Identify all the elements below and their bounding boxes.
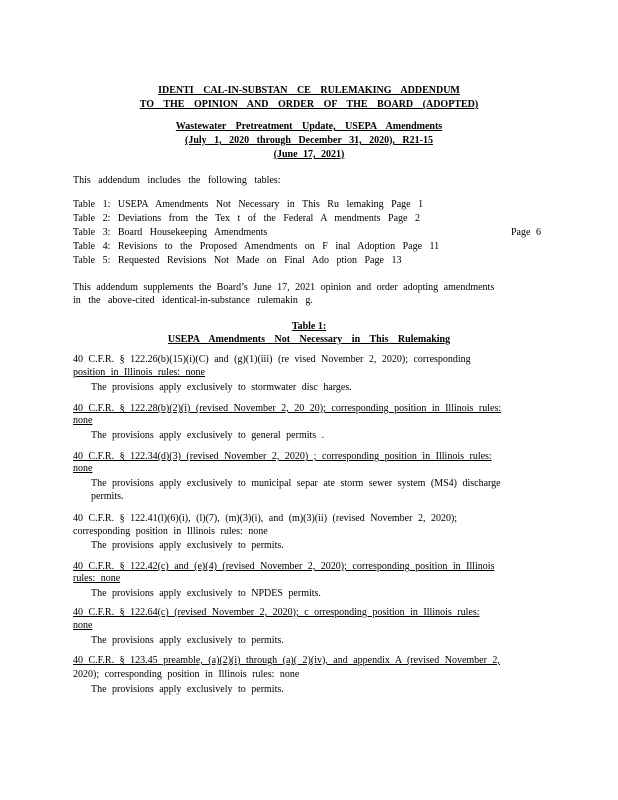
entry-3-desc-line-1: The provisions apply exclusively to municipal separ ate storm sewer system (MS4) discharge bbox=[91, 478, 501, 489]
entry-4-desc: The provisions apply exclusively to permits. bbox=[91, 540, 284, 551]
toc-item-3-page: Page 6 bbox=[511, 227, 541, 238]
entry-5-head-line-1: 40 C.F.R. § 122.42(c) and (e)(4) (revised November 2, 2020); corresponding position in Illinois bbox=[73, 561, 495, 572]
entry-1-head-line-2: position in Illinois rules: none bbox=[73, 367, 205, 378]
toc-item-3: Table 3: Board Housekeeping Amendments bbox=[73, 227, 268, 238]
toc-item-4: Table 4: Revisions to the Proposed Amendments on F inal Adoption Page 11 bbox=[73, 241, 440, 252]
entry-6-head-line-2: none bbox=[73, 620, 93, 631]
entry-6-head-line-1: 40 C.F.R. § 122.64(c) (revised November 2, 2020); c orresponding position in Illinois rules: bbox=[73, 607, 480, 618]
subtitle-line-1: Wastewater Pretreatment Update, USEPA Amendments bbox=[175, 121, 443, 132]
title-line-2: TO THE OPINION AND ORDER OF THE BOARD (ADOPTED) bbox=[139, 99, 479, 110]
table-1-heading: USEPA Amendments Not Necessary in This Rulemaking bbox=[167, 334, 451, 345]
table-1-label: Table 1: bbox=[291, 321, 327, 332]
entry-4-head-line-2: corresponding position in Illinois rules: none bbox=[73, 526, 268, 537]
title-line-1: IDENTI CAL-IN-SUBSTAN CE RULEMAKING ADDENDUM bbox=[158, 85, 460, 96]
subtitle-line-2: (July 1, 2020 through December 31, 2020), R21-15 bbox=[185, 135, 433, 146]
supplement-line-1: This addendum supplements the Board’s June 17, 2021 opinion and order adopting amendments bbox=[73, 282, 495, 293]
toc-item-1: Table 1: USEPA Amendments Not Necessary in This Ru lemaking Page 1 bbox=[73, 199, 424, 210]
entry-1-desc: The provisions apply exclusively to stormwater disc harges. bbox=[91, 382, 352, 393]
entry-7-head-line-2: 2020); corresponding position in Illinois rules: none bbox=[73, 669, 300, 680]
entry-7-head-line-1: 40 C.F.R. § 123.45 preamble, (a)(2)(i) through (a)( 2)(iv), and appendix A (revised November 2, bbox=[73, 655, 500, 666]
entry-5-desc: The provisions apply exclusively to NPDES permits. bbox=[91, 588, 321, 599]
toc-item-5: Table 5: Requested Revisions Not Made on Final Ado ption Page 13 bbox=[73, 255, 402, 266]
entry-3-head-line-2: none bbox=[73, 463, 93, 474]
entry-2-head-line-1: 40 C.F.R. § 122.28(b)(2)(i) (revised November 2, 20 20); corresponding position in Illinois rules: bbox=[73, 403, 502, 414]
supplement-line-2: in the above-cited identical-in-substance rulemakin g. bbox=[73, 295, 313, 306]
toc-item-2: Table 2: Deviations from the Tex t of the Federal A mendments Page 2 bbox=[73, 213, 420, 224]
entry-3-head-line-1: 40 C.F.R. § 122.34(d)(3) (revised November 2, 2020) ; corresponding position in Illinois rules: bbox=[73, 451, 492, 462]
entry-5-head-line-2: rules: none bbox=[73, 573, 121, 584]
entry-7-desc: The provisions apply exclusively to permits. bbox=[91, 684, 284, 695]
entry-3-desc-line-2: permits. bbox=[91, 491, 124, 502]
entry-4-head-line-1: 40 C.F.R. § 122.41(l)(6)(i), (l)(7), (m)(3)(i), and (m)(3)(ii) (revised November 2, 2020); bbox=[73, 513, 458, 524]
entry-1-head-line-1: 40 C.F.R. § 122.26(b)(15)(i)(C) and (g)(1)(iii) (re vised November 2, 2020); corresponding bbox=[73, 354, 471, 365]
entry-2-head-line-2: none bbox=[73, 415, 93, 426]
entry-6-desc: The provisions apply exclusively to permits. bbox=[91, 635, 284, 646]
intro-text: This addendum includes the following tables: bbox=[73, 175, 281, 186]
subtitle-line-3: (June 17, 2021) bbox=[273, 149, 345, 160]
entry-2-desc: The provisions apply exclusively to general permits . bbox=[91, 430, 325, 441]
